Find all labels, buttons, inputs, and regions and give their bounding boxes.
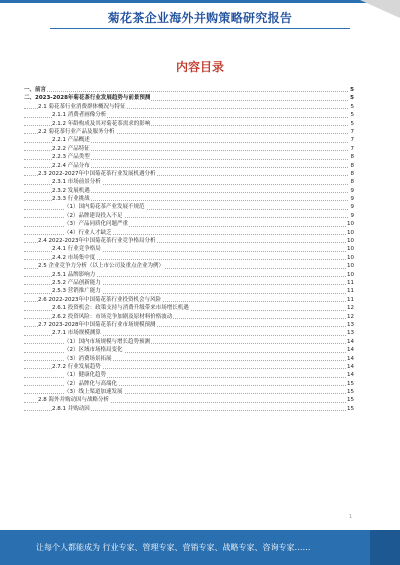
toc-entry-page: 12 <box>347 305 354 312</box>
toc-entry[interactable] <box>24 178 354 186</box>
toc-entry[interactable] <box>24 346 354 354</box>
toc-entry[interactable] <box>24 271 354 279</box>
toc-entry-page: 8 <box>350 154 354 161</box>
toc-entry-label: 2.8.1 并购动因 <box>52 405 90 412</box>
footer-slogan: 让每个人都能成为 行业专家、管理专家、营销专家、战略专家、咨询专家…… <box>36 543 311 552</box>
toc-entry-page: 7 <box>350 137 354 144</box>
toc-entry-label: 2.3 2022-2027年中国菊花茶行业发展机遇分析 <box>38 170 156 177</box>
toc-entry-label: 2.3.1 市场前景分析 <box>52 179 101 186</box>
toc-entry-page: 15 <box>347 389 354 396</box>
toc-entry-label: 2.6 2022-2023年中国菊花茶行业投资机会与风险 <box>38 296 161 303</box>
toc-entry[interactable] <box>24 363 354 371</box>
toc-entry[interactable] <box>24 237 354 245</box>
toc-entry-page: 5 <box>350 87 354 93</box>
toc-entry-label: （4）行业人才缺乏 <box>64 229 112 236</box>
toc-entry-page: 10 <box>347 246 354 253</box>
toc-entry-label: 一、前言 <box>24 87 47 93</box>
toc-entry-label: 2.2.1 产品概述 <box>52 137 90 144</box>
toc-entry[interactable] <box>24 254 354 262</box>
toc-entry-label: 2.2 菊花茶行业产品及服务分析 <box>38 128 115 135</box>
toc-entry-page: 9 <box>350 212 354 219</box>
toc-entry-label: 2.4 2022-2023年中国菊花茶行业竞争格局分析 <box>38 238 156 245</box>
toc-entry-page: 9 <box>350 204 354 211</box>
toc-entry-page: 13 <box>347 330 354 337</box>
toc-entry-page: 7 <box>350 145 354 152</box>
toc-entry-label: 2.8 海外并购动因与战略分析 <box>38 397 109 404</box>
toc-entry-label: （3）消费场景拓展 <box>64 355 112 362</box>
toc-entry[interactable] <box>24 371 354 379</box>
toc-entry[interactable] <box>24 170 354 178</box>
toc-title: 内容目录 <box>175 60 224 74</box>
toc-entry[interactable] <box>24 229 354 237</box>
toc-entry[interactable] <box>24 94 354 102</box>
toc-entry-label: 2.4.1 行业竞争格局 <box>52 246 101 253</box>
toc-entry-label: （1）国内菊花茶产业发展不规范 <box>64 204 145 211</box>
toc-entry[interactable] <box>24 279 354 287</box>
toc-entry[interactable] <box>24 111 354 119</box>
toc-entry-label: 2.7.2 行业发展趋势 <box>52 363 101 370</box>
header-divider <box>50 28 350 29</box>
toc-entry[interactable] <box>24 329 354 337</box>
toc-entry[interactable] <box>24 203 354 211</box>
toc-entry[interactable] <box>24 212 354 220</box>
toc-entry-page: 14 <box>347 355 354 362</box>
toc-entry[interactable] <box>24 304 354 312</box>
toc-entry-label: 2.1.2 年龄构成及其对菊花茶需求的影响 <box>52 120 151 127</box>
toc-entry-page: 5 <box>350 95 354 102</box>
toc-entry-page: 8 <box>350 170 354 177</box>
toc-entry-label: （3）线上渠道加速发展 <box>64 389 123 396</box>
toc-entry[interactable] <box>24 262 354 270</box>
toc-entry-page: 10 <box>347 238 354 245</box>
page-number: 1 <box>348 514 352 520</box>
toc-entry-page: 11 <box>347 279 354 286</box>
toc-entry[interactable] <box>24 380 354 388</box>
toc-entry[interactable] <box>24 313 354 321</box>
toc-entry-page: 14 <box>347 338 354 345</box>
toc-entry[interactable] <box>24 136 354 144</box>
toc-entry-page: 11 <box>347 288 354 295</box>
toc-entry-page: 10 <box>347 254 354 261</box>
toc-entry[interactable] <box>24 195 354 203</box>
toc-leader-dots <box>24 91 348 92</box>
toc-entry-label: 2.4.2 市场集中度 <box>52 254 96 261</box>
toc-entry-label: （2）区域市场格局变化 <box>64 347 123 354</box>
toc-entry[interactable] <box>24 338 354 346</box>
toc-entry-page: 7 <box>350 128 354 135</box>
toc-entry-page: 9 <box>350 187 354 194</box>
footer-banner <box>0 530 400 565</box>
toc-entry-label: 2.5.3 营销推广能力 <box>52 288 101 295</box>
toc-entry-label: 2.6.2 投资风险：市场竞争加剧及原材料价格波动 <box>52 313 173 320</box>
toc-entry-label: 2.5.1 品牌影响力 <box>52 271 96 278</box>
toc-entry[interactable] <box>24 405 354 413</box>
toc-entry-label: 2.6.1 投资机会：政策支持与消费升级带来市场增长机遇 <box>52 305 189 312</box>
toc-entry-page: 10 <box>347 271 354 278</box>
toc-entry-label: 2.7.1 市场规模测算 <box>52 330 101 337</box>
toc-entry-label: （1）健康化趋势 <box>64 372 106 379</box>
toc-entry-page: 14 <box>347 347 354 354</box>
toc-entry-label: （3）产品同质化问题严重 <box>64 221 129 228</box>
toc-entry-page: 15 <box>347 405 354 412</box>
report-title: 菊花茶企业海外并购策略研究报告 <box>107 11 293 25</box>
toc-entry-page: 11 <box>347 296 354 303</box>
toc-entry-page: 14 <box>347 363 354 370</box>
toc-entry-label: （2）品牌化与高端化 <box>64 380 117 387</box>
toc-entry-label: 2.2.2 产品特征 <box>52 145 90 152</box>
toc-entry-label: 2.5 企业竞争力分析（以上市公司及重点企业为例） <box>38 263 164 270</box>
toc-entry[interactable] <box>24 245 354 253</box>
toc-entry[interactable] <box>24 287 354 295</box>
toc-entry[interactable] <box>24 128 354 136</box>
footer-accent <box>370 530 400 565</box>
toc-entry[interactable] <box>24 296 354 304</box>
toc-entry-label: 2.7 2023-2028年中国菊花茶行业市场规模预测 <box>38 321 156 328</box>
toc-entry[interactable] <box>24 355 354 363</box>
toc-entry-page: 15 <box>347 380 354 387</box>
toc-entry[interactable] <box>24 153 354 161</box>
toc-entry-page: 10 <box>347 263 354 270</box>
toc-entry-label: 2.5.2 产品创新能力 <box>52 279 101 286</box>
toc-entry[interactable] <box>24 396 354 404</box>
toc-entry-page: 5 <box>350 112 354 119</box>
header-stripe <box>0 0 400 3</box>
toc-entry-page: 5 <box>350 120 354 127</box>
table-of-contents <box>24 86 354 413</box>
toc-entry-page: 10 <box>347 221 354 228</box>
report-header <box>0 0 400 36</box>
toc-entry[interactable] <box>24 162 354 170</box>
toc-entry[interactable] <box>24 145 354 153</box>
toc-entry-page: 8 <box>350 162 354 169</box>
toc-entry-page: 5 <box>350 103 354 110</box>
toc-entry[interactable] <box>24 103 354 111</box>
toc-entry-page: 12 <box>347 313 354 320</box>
toc-entry-label: （1）国内市场规模与增长趋势预测 <box>64 338 151 345</box>
toc-entry-label: 2.3.2 发展机遇 <box>52 187 90 194</box>
toc-entry-label: 2.2.4 产品分布 <box>52 162 90 169</box>
toc-entry-label: 2.3.3 行业挑战 <box>52 196 90 203</box>
toc-entry-label: 2.2.3 产品类型 <box>52 154 90 161</box>
toc-entry-page: 9 <box>350 196 354 203</box>
toc-entry[interactable] <box>24 86 354 94</box>
toc-entry[interactable] <box>24 321 354 329</box>
toc-entry[interactable] <box>24 220 354 228</box>
toc-entry-label: 2.1.1 消费者画像分析 <box>52 112 107 119</box>
toc-entry-page: 13 <box>347 321 354 328</box>
toc-entry[interactable] <box>24 120 354 128</box>
toc-entry-page: 8 <box>350 179 354 186</box>
toc-entry-label: （2）品牌建设投入不足 <box>64 212 123 219</box>
toc-entry-page: 14 <box>347 372 354 379</box>
toc-entry[interactable] <box>24 388 354 396</box>
toc-entry-page: 15 <box>347 397 354 404</box>
toc-entry-label: 二、2023-2028年菊花茶行业发展趋势与前景预测 <box>24 95 151 102</box>
toc-entry[interactable] <box>24 187 354 195</box>
toc-entry-page: 10 <box>347 229 354 236</box>
toc-entry-label: 2.1 菊花茶行业消费群体概况与特征 <box>38 103 126 110</box>
